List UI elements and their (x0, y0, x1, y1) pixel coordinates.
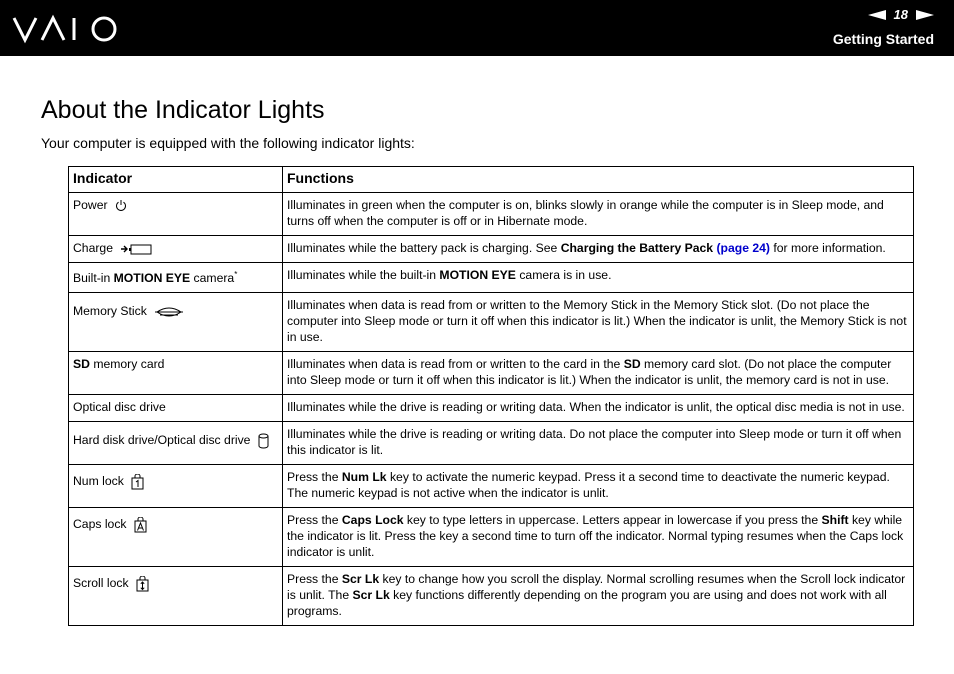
table-row (69, 293, 914, 352)
indicator-cell (69, 263, 283, 293)
indicator-label: Power (73, 198, 108, 212)
indicator-label: Hard disk drive/Optical disc drive (73, 433, 251, 448)
table-row (69, 422, 914, 465)
function-cell: Illuminates when data is read from or written to the Memory Stick in the Memory Stick slot. (Do not place the computer into Sleep mode or turn it off when this indicator is lit.) When the indicator is unlit, the Memory Stick is not in use. (283, 293, 914, 352)
indicator-cell (69, 293, 283, 352)
table-row (69, 193, 914, 236)
function-bold-text: SD (623, 357, 641, 372)
function-cell: Illuminates while the drive is reading or writing data. When the indicator is unlit, the optical disc media is not in use. (283, 395, 914, 422)
function-cell (283, 236, 914, 263)
function-text: for more information. (769, 241, 886, 255)
memory-stick-icon (154, 306, 184, 318)
function-text: Illuminates when data is read from or written to the card in the (287, 357, 624, 372)
indicator-cell (69, 193, 283, 236)
function-bold-text: MOTION EYE (439, 268, 516, 282)
function-cell: Illuminates while the drive is reading or writing data. Do not place the computer into Sleep mode or turn it off when this indicator is lit. (283, 422, 914, 465)
function-text: key while the indicator is lit. Press the key a second time to turn off the indicator. Normal typing resumes when the Caps lock indicator is unlit. (287, 513, 904, 560)
indicator-cell (69, 508, 283, 567)
table-row (69, 465, 914, 508)
table-row (69, 567, 914, 626)
page-link[interactable]: (page 24) (716, 241, 770, 255)
column-header-functions: Functions (283, 167, 914, 193)
indicator-bold-label: SD (73, 357, 90, 372)
indicator-label: Built-in (73, 271, 114, 286)
function-bold-text: Charging the Battery Pack (560, 241, 714, 255)
indicator-cell (69, 567, 283, 626)
function-bold-text: Shift (821, 513, 849, 528)
function-text: key to type letters in uppercase. Letters appear in lowercase if you press the (403, 513, 822, 528)
function-text: Illuminates while the battery pack is charging. See (287, 241, 561, 255)
table-row (69, 263, 914, 293)
function-cell: Illuminates in green when the computer is on, blinks slowly in orange while the computer is in Sleep mode, and turns off when the computer is off or in Hibernate mode. (283, 193, 914, 236)
indicator-label: Num lock (73, 474, 124, 489)
indicator-cell (69, 422, 283, 465)
function-text: Illuminates while the built-in (287, 268, 440, 282)
function-cell (283, 352, 914, 395)
charge-icon (120, 243, 152, 255)
indicator-label: memory card (89, 357, 165, 372)
function-cell (283, 263, 914, 293)
function-text: key to change how you scroll the display. Normal scrolling resumes when the Scroll lock indicator is unlit. The (287, 572, 906, 603)
indicator-label: camera (190, 271, 235, 286)
indicator-label: Charge (73, 241, 113, 255)
function-text: memory card slot. (Do not place the computer into Sleep mode or turn it off when this indicator is lit.) When the indicator is unlit, the memory card is not in use. (287, 357, 892, 388)
previous-page-arrow-icon[interactable] (868, 10, 886, 20)
function-text: key to activate the numeric keypad. Press it a second time to deactivate the numeric keypad. The numeric keypad is not active when the indicator is unlit. (287, 470, 890, 501)
caps-lock-icon (134, 517, 147, 533)
indicator-bold-label: MOTION EYE (113, 271, 191, 286)
table-row (69, 352, 914, 395)
indicator-cell: Optical disc drive (69, 395, 283, 422)
header-bar (0, 0, 954, 56)
function-text: camera is in use. (515, 268, 612, 282)
indicator-table (68, 166, 914, 626)
function-text: key functions differently depending on the program you are using and does not work with all programs. (287, 588, 887, 619)
drive-icon (258, 433, 269, 449)
page-navigation (868, 7, 934, 22)
table-header-row (69, 167, 914, 193)
intro-text: Your computer is equipped with the following indicator lights: (41, 135, 415, 151)
scroll-lock-icon (136, 576, 149, 592)
function-cell (283, 465, 914, 508)
indicator-cell (69, 352, 283, 395)
indicator-cell (69, 236, 283, 263)
function-bold-text: Caps Lock (341, 513, 404, 528)
page-title: About the Indicator Lights (41, 96, 325, 124)
power-icon (115, 199, 127, 212)
footnote-marker: * (234, 270, 238, 279)
function-cell (283, 508, 914, 567)
indicator-cell (69, 465, 283, 508)
indicator-label: Memory Stick (73, 304, 147, 319)
function-cell (283, 567, 914, 626)
table-row (69, 236, 914, 263)
vaio-logo (12, 14, 122, 44)
page-number: 18 (893, 7, 908, 22)
num-lock-icon (131, 474, 144, 490)
function-text: Press the (287, 513, 342, 528)
table-row (69, 395, 914, 422)
next-page-arrow-icon[interactable] (916, 10, 934, 20)
function-bold-text: Num Lk (341, 470, 387, 485)
table-row (69, 508, 914, 567)
indicator-label: Caps lock (73, 517, 127, 532)
column-header-indicator: Indicator (69, 167, 283, 193)
function-text: Press the (287, 572, 342, 587)
indicator-label: Scroll lock (73, 576, 129, 591)
function-bold-text: Scr Lk (352, 588, 390, 603)
section-title: Getting Started (832, 31, 934, 47)
function-text: Press the (287, 470, 342, 485)
function-bold-text: Scr Lk (341, 572, 380, 587)
